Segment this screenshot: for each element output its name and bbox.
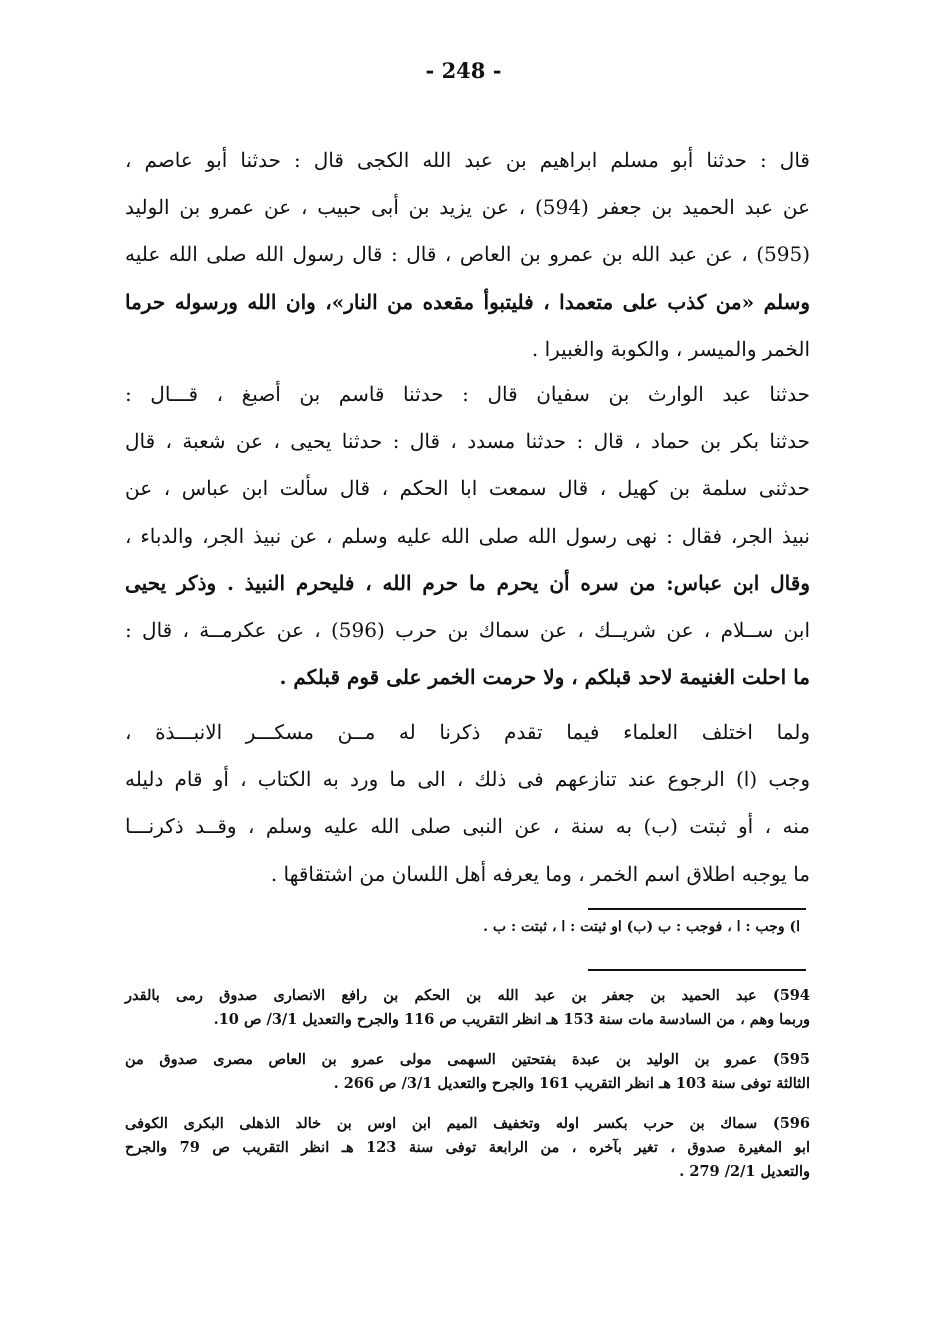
footnotes [125, 984, 810, 1200]
paragraph-nabidh [125, 371, 810, 701]
footnote-595 [125, 1048, 810, 1096]
paragraph-hadith-lying [125, 137, 810, 373]
paragraph-line: نبيذ الجر، فقال : نهى رسول الله صلى الله عليه وسلم ، عن نبيذ الجر، والدباء ، [125, 523, 810, 548]
footnote-line: 594) عبد الحميد بن جعفر بن عبد الله بن الحكم بن رافع الانصارى صدوق رمى بالقدر [125, 987, 810, 1004]
paragraph-line: الخمر والميسر ، والكوبة والغبيرا . [531, 336, 810, 361]
footnote-line: ابو المغيرة صدوق ، تغير بآخره ، من الرابعة توفى سنة 123 هـ انظر التقريب ص 79 والجرح [125, 1139, 811, 1156]
paragraph-scholars-dispute [125, 709, 810, 898]
paragraph-line: منه ، أو ثبتت (ب) به سنة ، عن النبى صلى الله عليه وسلم ، وقــد ذكرنـــا [125, 814, 810, 839]
footnote-divider [588, 908, 806, 910]
variant-reading-note: ا) وجب : ا ، فوجب : ب (ب) او ثبتت : ا ، ثبتت : ب . [483, 919, 800, 935]
paragraph-line: قال : حدثنا أبو مسلم ابراهيم بن عبد الله الكجى قال : حدثنا أبو عاصم ، [125, 148, 810, 172]
paragraph-line: حدثنا بكر بن حماد ، قال : حدثنا مسدد ، قال : حدثنا يحيى ، عن شعبة ، قال [125, 429, 810, 454]
paragraph-line: ابن ســلام ، عن شريــك ، عن سماك بن حرب (596) ، عن عكرمــة ، قال : [125, 618, 811, 643]
paragraph-line: عن عبد الحميد بن جعفر (594) ، عن يزيد بن أبى حبيب ، عن عمرو بن الوليد [125, 195, 811, 220]
footnote-line: وربما وهم ، من السادسة مات سنة 153 هـ انظر التقريب ص 116 والجرح والتعديل 3/1/ ص 10. [213, 1011, 810, 1028]
paragraph-line: وقال ابن عباس: من سره أن يحرم ما حرم الله ، فليحرم النبيذ . وذكر يحيى [125, 570, 810, 595]
paragraph-line: (595) ، عن عبد الله بن عمرو بن العاص ، قال : قال رسول الله صلى الله عليه [125, 242, 810, 267]
footnote-divider [588, 969, 806, 971]
footnote-line: الثالثة توفى سنة 103 هـ انظر التقريب 161 والجرح والتعديل 3/1/ ص 266 . [333, 1075, 810, 1092]
footnote-594 [125, 984, 810, 1032]
paragraph-line: ما احلت الغنيمة لاحد قبلكم ، ولا حرمت الخمر على قوم قبلكم . [279, 665, 810, 690]
footnote-line: والتعديل 2/1/ 279 . [679, 1163, 810, 1180]
footnote-line: 596) سماك بن حرب بكسر اوله وتخفيف الميم ابن اوس بن خالد الذهلى البكرى الكوفى [125, 1115, 810, 1132]
paragraph-line: حدثنى سلمة بن كهيل ، قال سمعت ابا الحكم ، قال سألت ابن عباس ، عن [125, 476, 810, 501]
paragraph-line: وجب (ا) الرجوع عند تنازعهم فى ذلك ، الى ما ورد به الكتاب ، أو قام دليله [125, 767, 810, 792]
paragraph-line: ولما اختلف العلماء فيما تقدم ذكرنا له مــن مسكـــر الانبـــذة ، [125, 720, 810, 744]
paragraph-line: حدثنا عبد الوارث بن سفيان قال : حدثنا قاسم بن أصبغ ، قـــال : [125, 382, 810, 406]
paragraph-line: وسلم «من كذب على متعمدا ، فليتبوأ مقعده من النار»، وان الله ورسوله حرما [125, 289, 810, 314]
footnote-596 [125, 1112, 810, 1184]
footnote-line: 595) عمرو بن الوليد بن عبدة بفتحتين السهمى مولى عمرو بن العاص مصرى صدوق من [125, 1051, 810, 1068]
page-number: - 248 - [425, 58, 502, 83]
paragraph-line: ما يوجبه اطلاق اسم الخمر ، وما يعرفه أهل اللسان من اشتقاقها . [270, 861, 810, 886]
